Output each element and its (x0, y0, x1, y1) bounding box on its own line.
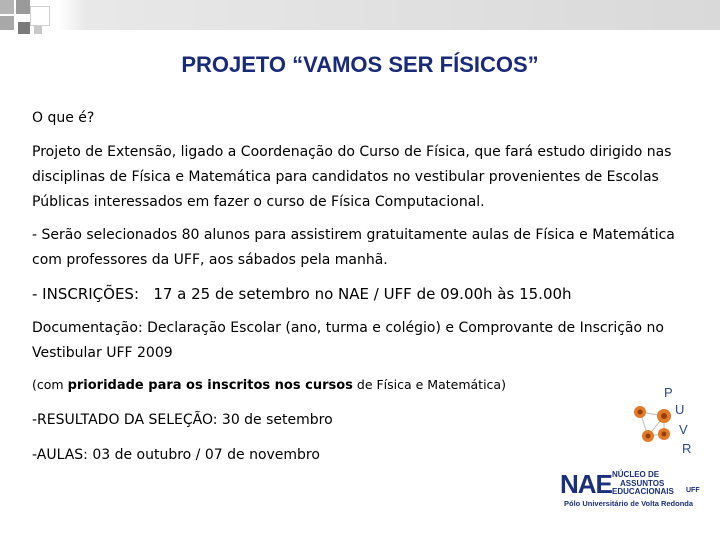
priority-bold: prioridade para os inscritos nos cursos (67, 378, 353, 393)
registration-line (32, 282, 692, 307)
puvr-letter-v: V (679, 422, 688, 437)
priority-note (32, 372, 692, 398)
nae-footer: Pólo Universitário de Volta Redonda (564, 499, 694, 508)
corner-square-3 (30, 6, 50, 26)
result-line: -RESULTADO DA SELEÇÃO: 30 de setembro (32, 412, 333, 428)
puvr-letter-p: P (664, 385, 673, 400)
corner-square-1 (0, 0, 14, 14)
corner-square-4 (0, 16, 14, 30)
header-stripe (0, 0, 720, 30)
nae-line-2: ASSUNTOS (620, 478, 665, 488)
nae-suffix: UFF (686, 487, 700, 494)
corner-square-5 (18, 22, 30, 34)
registration-label: - INSCRIÇÕES: (32, 285, 139, 303)
corner-square-2 (16, 0, 30, 14)
selection-paragraph: - Serão selecionados 80 alunos para assistirem gratuitamente aulas de Física e Matemática com professores da UFF, aos sábados pela manhã. (32, 227, 675, 268)
description-paragraph: Projeto de Extensão, ligado a Coordenação do Curso de Física, que fará estudo dirigido nas disciplinas de Física e Matemática para candidatos no vestibular provenientes de Escolas Públicas interessados em fazer o curso de Física Computacional. (32, 144, 672, 210)
puvr-logo (626, 382, 698, 460)
nae-logo (560, 470, 710, 510)
puvr-letter-u: U (675, 402, 685, 417)
classes-line: -AULAS: 03 de outubro / 07 de novembro (32, 447, 320, 463)
puvr-letter-r: R (682, 441, 692, 456)
documents-paragraph: Documentação: Declaração Escolar (ano, turma e colégio) e Comprovante de Inscrição no Vestibular UFF 2009 (32, 320, 664, 361)
nae-acronym: NAE (560, 469, 612, 499)
page-title: PROJETO “VAMOS SER FÍSICOS” (181, 52, 539, 77)
priority-prefix: (com (32, 377, 64, 392)
corner-square-6 (34, 26, 42, 34)
priority-suffix: de Física e Matemática) (356, 377, 506, 392)
question-heading: O que é? (32, 110, 95, 126)
nae-line-1: NÚCLEO DE (612, 470, 660, 479)
nae-line-3: EDUCACIONAIS (612, 487, 674, 496)
registration-value: 17 a 25 de setembro no NAE / UFF de 09.00h às 15.00h (153, 285, 572, 303)
